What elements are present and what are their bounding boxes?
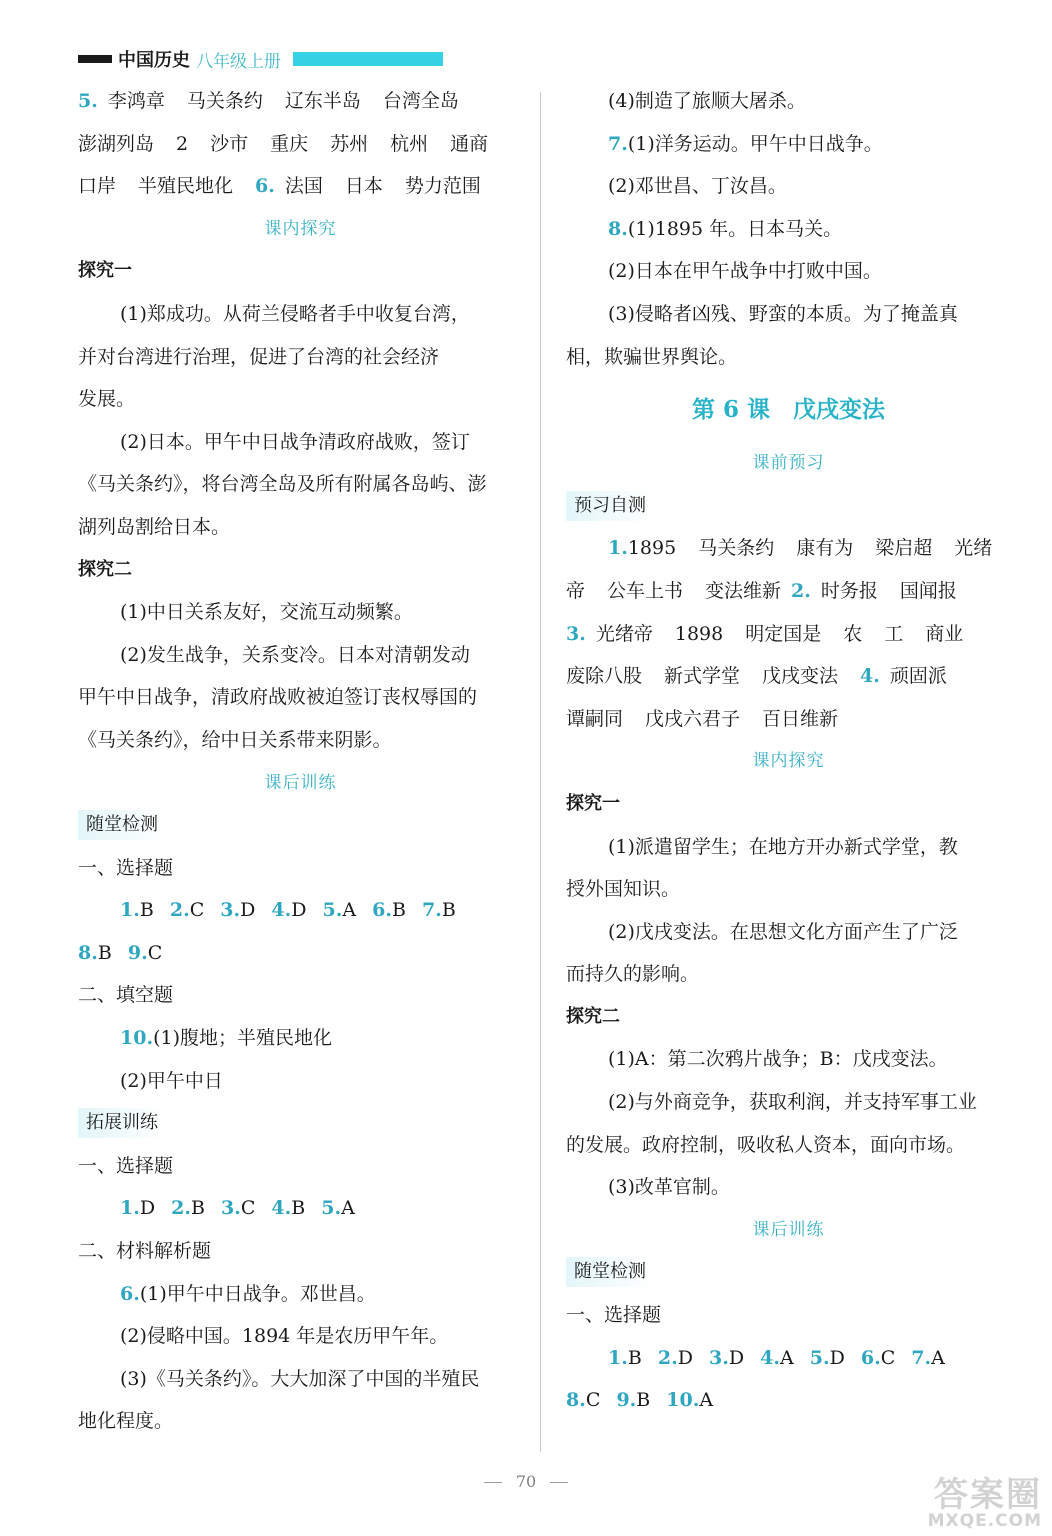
answer-line: 相，欺骗世界舆论。 [566,345,738,368]
question-type: 一、选择题 [78,856,174,879]
answer-line: (4)制造了旅顺大屠杀。 [608,90,806,112]
section-heading: 课内探究 [264,218,337,239]
section-heading: 课后训练 [752,1219,825,1240]
answer-line: (2)发生战争，关系变冷。日本对清朝发动 [120,643,470,666]
explore-title: 探究一 [566,792,620,814]
page-header [78,44,443,74]
explore-title: 探究一 [78,260,132,282]
answer-line: 10.(1)腹地；半殖民地化 [120,1027,332,1050]
answer-line: 帝 公车上书 变法维新 2. 时务报 国闻报 [566,579,957,602]
answer-line: (2)甲午中日 [120,1069,223,1092]
question-type: 二、填空题 [78,984,174,1007]
answer-line: (3)侵略者凶残、野蛮的本质。为了掩盖真 [608,302,958,325]
choice-answers: 1.D 2.B 3.C 4.B 5.A [120,1197,355,1220]
answer-line: (2)与外商竞争，获取利润，并支持军事工业 [608,1091,977,1114]
footer-dash [550,1482,568,1483]
answer-line: (2)日本在甲午战争中打败中国。 [608,260,882,283]
answer-line: 8.(1)1895 年。日本马关。 [608,217,843,240]
section-heading: 课后训练 [264,772,337,793]
column-divider [540,92,541,1452]
answer-line: (1)A：第二次鸦片战争；B：戊戌变法。 [608,1048,948,1071]
answer-line: (3)《马关条约》。大大加深了中国的半殖民 [120,1367,480,1390]
answer-line: 《马关条约》，将台湾全岛及所有附属各岛屿、澎 [78,473,487,496]
choice-answers: 1.B 2.C 3.D 4.D 5.A 6.B 7.B [120,899,456,922]
question-type: 一、选择题 [78,1154,174,1177]
book-title: 中国历史 [118,50,190,71]
question-type: 一、选择题 [566,1304,662,1327]
answer-line: (1)郑成功。从荷兰侵略者手中收复台湾， [120,302,470,325]
answer-line: 湖列岛割给日本。 [78,515,231,538]
explore-title: 探究二 [78,558,132,580]
subsection-title: 拓展训练 [78,1102,523,1145]
answer-line: 而持久的影响。 [566,963,700,986]
answer-line: 甲午中日战争，清政府战败被迫签订丧权辱国的 [78,686,478,709]
answer-line: (1)派遣留学生；在地方开办新式学堂，教 [608,835,958,858]
answer-line: 1.1895 马关条约 康有为 梁启超 光绪 [608,537,993,560]
answer-line: 《马关条约》，给中日关系带来阴影。 [78,728,392,751]
page-number: 70 [515,1472,537,1491]
answer-line: 地化程度。 [78,1410,174,1433]
header-dark-bar [78,55,112,63]
answer-line: 5. 李鸿章 马关条约 辽东半岛 台湾全岛 [78,90,459,112]
choice-answers: 8.B 9.C [78,941,163,964]
answer-line: (3)改革官制。 [608,1176,730,1199]
header-cyan-bar [293,52,443,66]
question-type: 二、材料解析题 [78,1240,212,1263]
answer-line: 3. 光绪帝 1898 明定国是 农 工 商业 [566,622,964,645]
section-heading: 课内探究 [752,751,825,772]
subsection-title: 预习自测 [566,485,1011,528]
answer-line: 授外国知识。 [566,878,681,901]
answer-line: 口岸 半殖民地化 6. 法国 日本 势力范围 [78,175,481,198]
watermark-logo: 答案圈 MXQE.COM [927,1475,1042,1531]
explore-title: 探究二 [566,1005,620,1027]
grade-label: 八年级上册 [196,51,281,72]
subsection-title: 随堂检测 [566,1251,1011,1294]
answer-line: 澎湖列岛 2 沙市 重庆 苏州 杭州 通商 [78,132,489,155]
answer-line: 的发展。政府控制，吸收私人资本，面向市场。 [566,1133,966,1156]
lesson-title: 第 6 课 戊戌变法 [691,396,886,424]
answer-line: (2)侵略中国。1894 年是农历甲午年。 [120,1325,449,1348]
answer-line: (1)中日关系友好，交流互动频繁。 [120,601,413,624]
answer-line: 发展。 [78,388,136,411]
answer-line: (2)戊戌变法。在思想文化方面产生了广泛 [608,920,958,943]
answer-line: 并对台湾进行治理，促进了台湾的社会经济 [78,345,440,368]
footer-dash [484,1482,502,1483]
choice-answers: 1.B 2.D 3.D 4.A 5.D 6.C 7.A [608,1346,945,1369]
answer-line: 6.(1)甲午中日战争。邓世昌。 [120,1282,376,1305]
subsection-title: 随堂检测 [78,804,523,847]
section-heading: 课前预习 [752,453,825,474]
answer-line: 7.(1)洋务运动。甲午中日战争。 [608,132,883,155]
left-column [78,80,523,1443]
answer-line: (2)日本。甲午中日战争清政府战败，签订 [120,430,470,453]
right-column [566,80,1011,1422]
answer-line: (2)邓世昌、丁汝昌。 [608,175,787,198]
answer-line: 谭嗣同 戊戌六君子 百日维新 [566,707,839,730]
choice-answers: 8.C 9.B 10.A [566,1389,714,1412]
answer-line: 废除八股 新式学堂 戊戌变法 4. 顽固派 [566,665,947,688]
